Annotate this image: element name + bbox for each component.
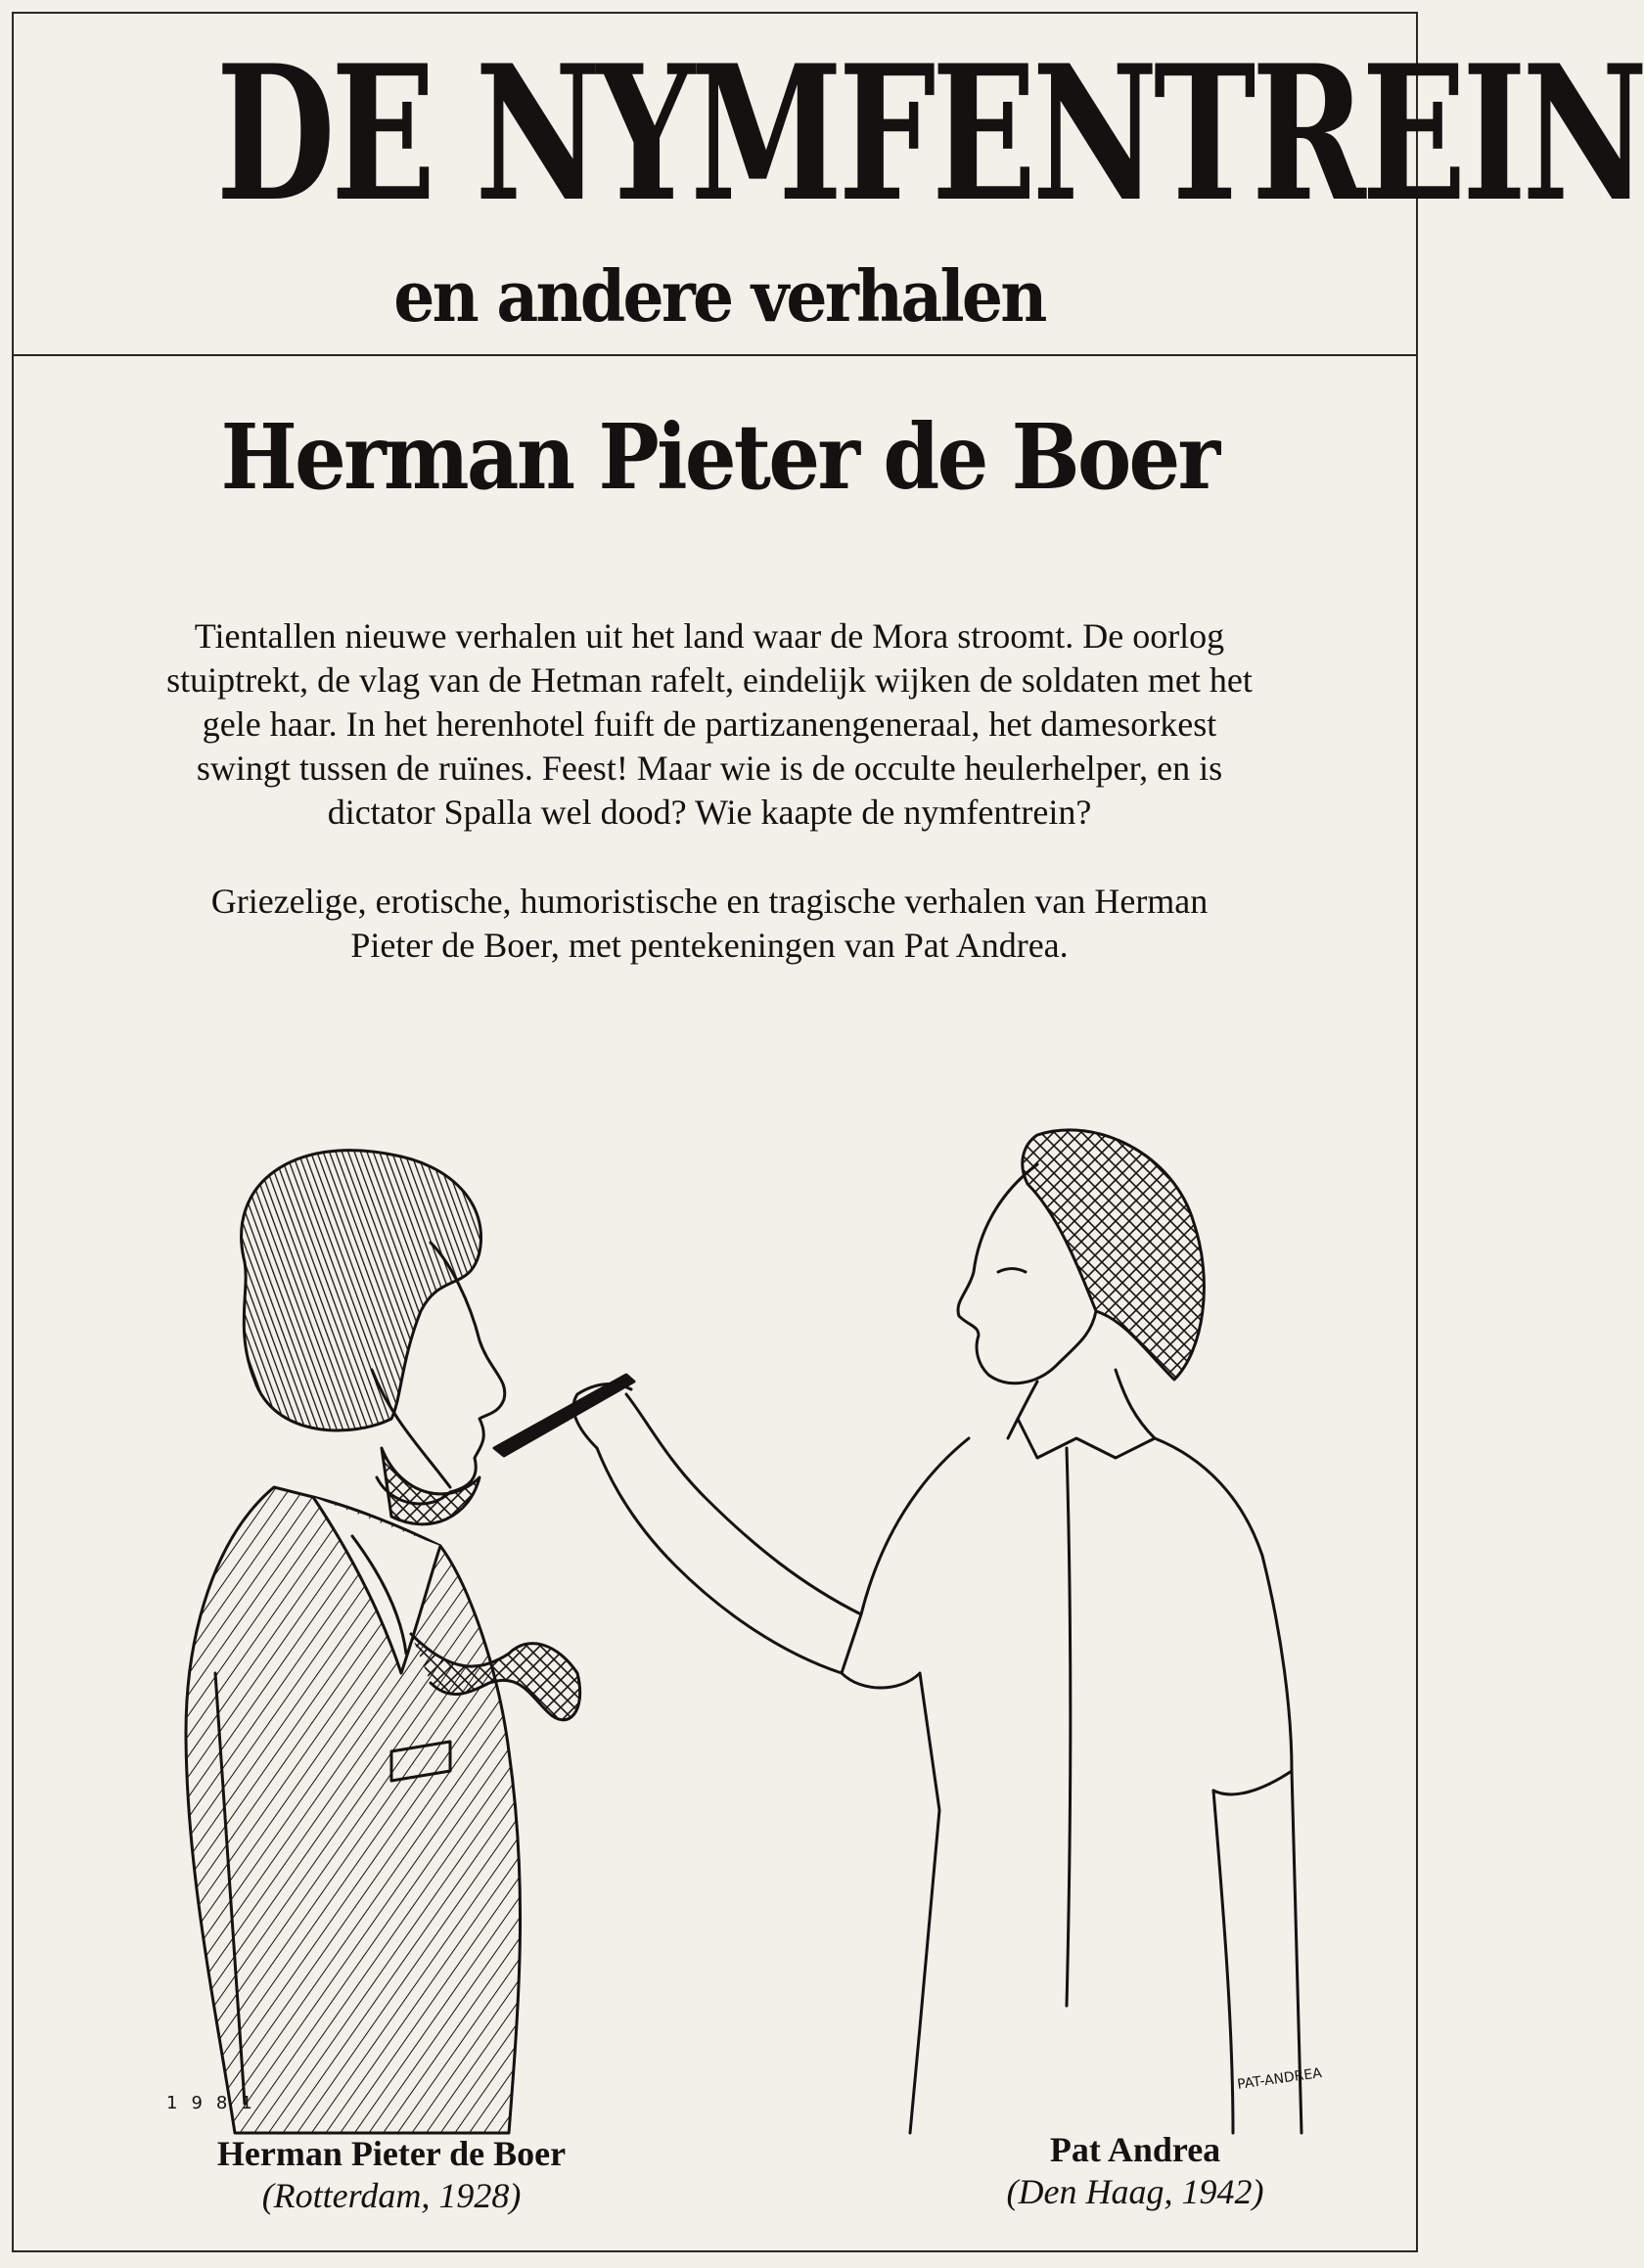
artist-caption-name: Pat Andrea (1049, 2130, 1221, 2169)
artist-signature: PAT-ANDREA (1236, 2065, 1323, 2093)
pen-drawing-illustration (157, 1125, 1350, 2133)
author-name: Herman Pieter de Boer (220, 404, 1218, 510)
writer-caption-place: (Rotterdam, 1928) (261, 2176, 522, 2215)
blurb-paragraph-1: Tientallen nieuwe verhalen uit het land waar de Mora stroomt. De oorlog stuiptrekt, de vlag van de Hetman rafelt, eindelijk wijken de soldaten met het gele haar. In het herenhotel fuift de partizanengeneraal, het damesorkest swingt tussen de ruïnes. Feest! Maar wie is de occulte heulerhelper, en is dictator Spalla wel dood? Wie kaapte de nymfentrein? (166, 616, 1253, 832)
artist-caption (939, 2129, 1331, 2213)
book-subtitle: en andere verhalen (393, 254, 1045, 338)
writer-caption-name: Herman Pieter de Boer (216, 2134, 567, 2173)
writer-figure (186, 1151, 580, 2133)
blurb-paragraph-2: Griezelige, erotische, humoristische en tragische verhalen van Herman Pieter de Boer, met pentekeningen van Pat Andrea. (210, 882, 1209, 965)
writer-caption (166, 2133, 616, 2217)
artist-caption-place: (Den Haag, 1942) (1006, 2172, 1264, 2211)
title-divider (12, 354, 1418, 356)
drawing-year-mark: 1981 (166, 2093, 266, 2113)
pen (494, 1375, 634, 1456)
back-cover-blurb (166, 614, 1253, 968)
book-title: DE NYMFENTREIN (215, 24, 1644, 243)
painter-figure (573, 1130, 1302, 2133)
